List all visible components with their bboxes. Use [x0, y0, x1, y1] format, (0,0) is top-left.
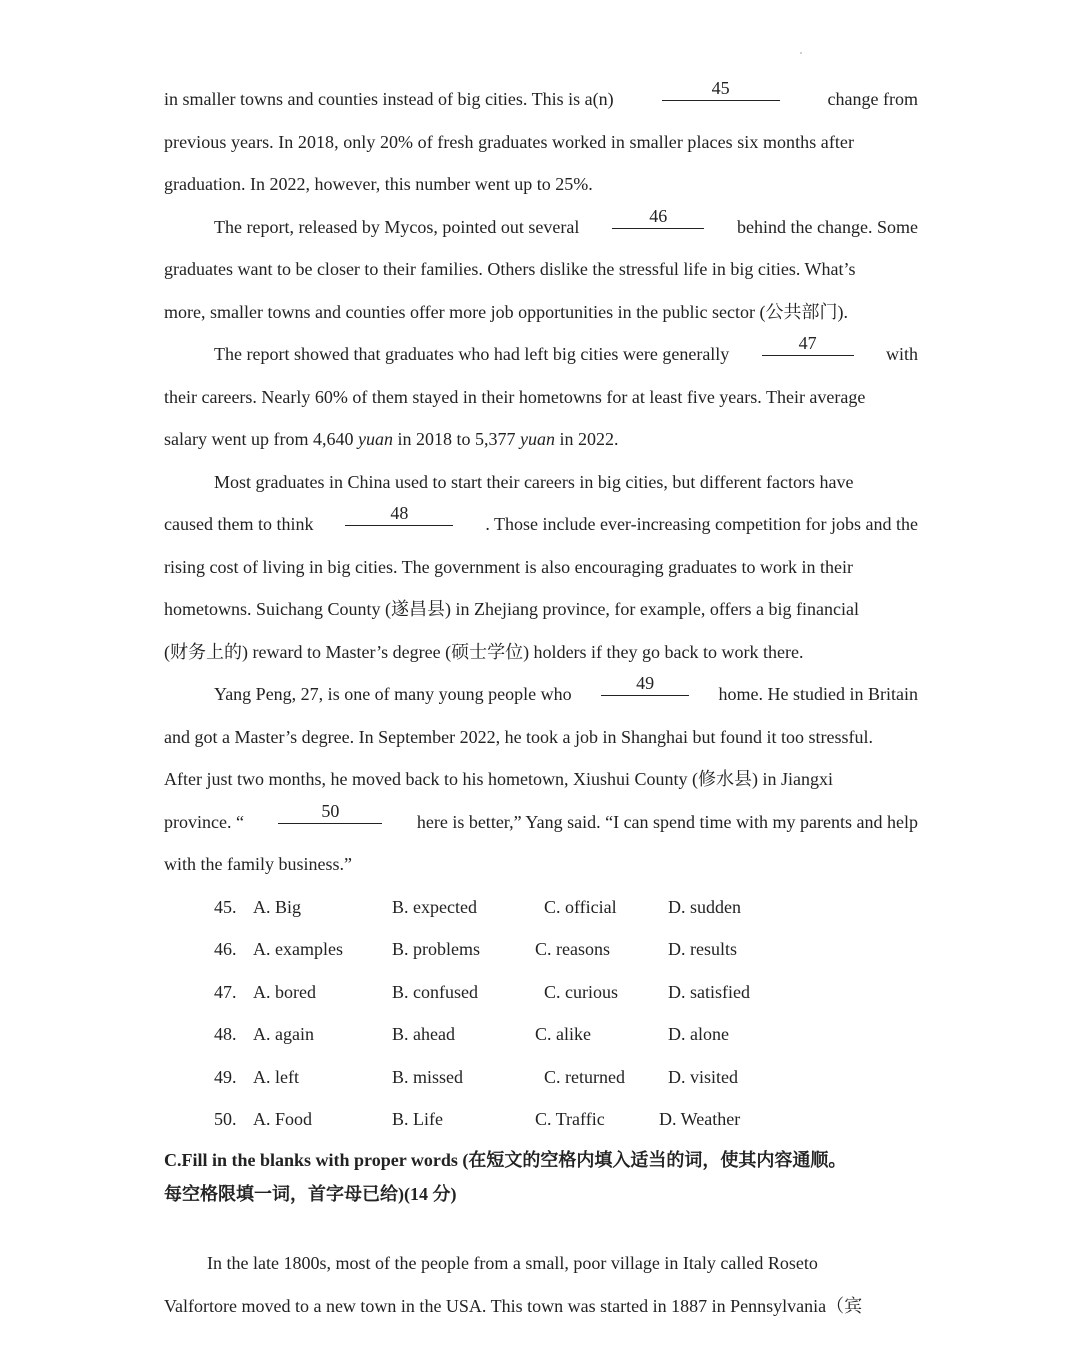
question-number: 47. — [214, 981, 237, 1002]
passage-line: more, smaller towns and counties offer more job opportunities in the public sector (公共部门). — [164, 301, 849, 322]
passage-line: previous years. In 2018, only 20% of fresh graduates worked in smaller places six months after — [164, 131, 855, 152]
italic-yuan: yuan — [357, 429, 393, 449]
line-text: with — [885, 344, 918, 364]
question-number: 45. — [214, 896, 237, 917]
passage-line — [164, 673, 918, 716]
section-instructions: 每空格限填一词，首字母已给)(14 分) — [164, 1183, 457, 1204]
question-number: 46. — [214, 939, 237, 959]
option-row-47 — [164, 971, 918, 1014]
question-number: 48. — [214, 1024, 237, 1044]
option-a[interactable]: A. left — [253, 1066, 299, 1087]
option-c[interactable]: C. official — [544, 896, 617, 917]
line-text: The report showed that graduates who had left big cities were generally — [214, 344, 730, 364]
option-row-49 — [164, 1056, 918, 1099]
passage-line: (财务上的) reward to Master’s degree (硕士学位) holders if they go back to work there. — [164, 641, 804, 662]
option-b[interactable]: B. Life — [392, 1109, 443, 1129]
line-text: caused them to think — [164, 514, 314, 534]
blank-50[interactable]: 50 — [278, 801, 382, 824]
option-c[interactable]: C. reasons — [535, 939, 610, 959]
option-d[interactable]: D. sudden — [668, 896, 741, 917]
answer-options — [164, 886, 918, 1141]
passage-line: After just two months, he moved back to his hometown, Xiushui County (修水县) in Jiangxi — [164, 769, 833, 789]
blank-48[interactable]: 48 — [345, 503, 453, 526]
option-row-45 — [164, 886, 918, 929]
passage-line: with the family business.” — [164, 854, 352, 874]
option-d[interactable]: D. satisfied — [668, 981, 750, 1002]
line-text: . Those include ever-increasing competition for jobs and the — [485, 514, 918, 534]
italic-yuan: yuan — [519, 429, 555, 449]
line-text: province. “ — [164, 811, 244, 832]
option-c[interactable]: C. curious — [544, 981, 618, 1002]
option-c[interactable]: C. returned — [544, 1066, 625, 1087]
line-text: salary went up from 4,640 — [164, 429, 358, 449]
option-d[interactable]: D. results — [668, 939, 737, 959]
passage-line: hometowns. Suichang County (遂昌县) in Zhejiang province, for example, offers a big financial — [164, 599, 859, 619]
option-d[interactable]: D. alone — [668, 1024, 729, 1044]
line-text: Yang Peng, 27, is one of many young people who — [214, 684, 572, 704]
blank-49[interactable]: 49 — [601, 673, 689, 696]
option-a[interactable]: A. bored — [253, 981, 316, 1002]
passage-line — [164, 503, 918, 546]
passage-line: In the late 1800s, most of the people from a small, poor village in Italy called Roseto — [207, 1253, 818, 1273]
passage-line — [164, 78, 918, 121]
passage-line: Most graduates in China used to start their careers in big cities, but different factors have — [214, 471, 854, 492]
option-b[interactable]: B. ahead — [392, 1024, 455, 1044]
option-a[interactable]: A. examples — [253, 939, 343, 959]
line-text: behind the change. Some — [737, 216, 918, 237]
line-text: change from — [827, 89, 918, 109]
line-text: here is better,” Yang said. “I can spend time with my parents and help — [416, 811, 918, 832]
passage-line: graduation. In 2022, however, this number went up to 25%. — [164, 174, 593, 194]
option-b[interactable]: B. problems — [392, 939, 480, 959]
option-b[interactable]: B. missed — [392, 1066, 464, 1087]
option-a[interactable]: A. Food — [253, 1109, 313, 1129]
line-text: home. He studied in Britain — [718, 684, 918, 704]
line-text: in smaller towns and counties instead of big cities. This is a(n) — [164, 89, 614, 109]
blank-47[interactable]: 47 — [762, 333, 854, 356]
option-row-46 — [164, 928, 918, 971]
blank-46[interactable]: 46 — [612, 206, 704, 229]
passage-line — [164, 333, 918, 376]
question-number: 49. — [214, 1066, 237, 1087]
passage-line: and got a Master’s degree. In September 2022, he took a job in Shanghai but found it too stressful. — [164, 726, 874, 747]
option-a[interactable]: A. again — [253, 1024, 314, 1044]
option-c[interactable]: C. alike — [535, 1024, 591, 1044]
option-row-48 — [164, 1013, 918, 1056]
passage-line — [164, 206, 918, 249]
section-c-passage — [164, 1242, 906, 1327]
passage-line: Valfortore moved to a new town in the USA. This town was started in 1887 in Pennsylvania（宾 — [164, 1295, 863, 1316]
passage-line — [164, 418, 918, 461]
section-title: C.Fill in the blanks with proper words (在短文的空格内填入适当的词，使其内容通顺。 — [164, 1149, 847, 1170]
option-b[interactable]: B. confused — [392, 981, 478, 1002]
line-text: in 2018 to 5,377 — [392, 429, 520, 449]
passage-line: rising cost of living in big cities. The government is also encouraging graduates to work in their — [164, 556, 854, 577]
option-a[interactable]: A. Big — [253, 896, 302, 917]
scan-speck — [800, 52, 802, 54]
line-text: The report, released by Mycos, pointed out several — [214, 216, 580, 237]
cloze-passage — [164, 78, 918, 1211]
option-d[interactable]: D. visited — [668, 1066, 738, 1087]
question-number: 50. — [214, 1109, 237, 1129]
section-c-heading — [164, 1143, 918, 1211]
blank-45[interactable]: 45 — [662, 78, 780, 101]
passage-line: their careers. Nearly 60% of them stayed in their hometowns for at least five years. Their average — [164, 386, 866, 407]
option-c[interactable]: C. Traffic — [535, 1109, 605, 1129]
option-b[interactable]: B. expected — [392, 896, 477, 917]
option-d[interactable]: D. Weather — [659, 1109, 741, 1129]
passage-line — [164, 801, 918, 844]
passage-line: graduates want to be closer to their families. Others dislike the stressful life in big cities. What’s — [164, 259, 856, 279]
option-row-50 — [164, 1098, 918, 1141]
line-text: in 2022. — [554, 429, 619, 449]
